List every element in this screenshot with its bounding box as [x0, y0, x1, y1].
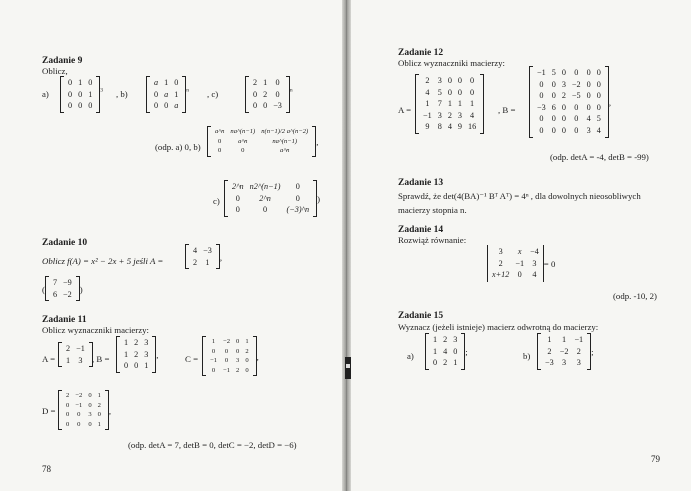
z14-determinant — [487, 245, 555, 282]
matrix-cell: 2 — [547, 346, 552, 356]
z9-label-b: , b) — [116, 89, 128, 99]
matrix-cell: 5 — [551, 68, 556, 77]
matrix-cell: 0 — [275, 78, 280, 87]
matrix-cell: 0 — [586, 79, 591, 89]
matrix-cell: 0 — [78, 101, 83, 111]
z10-prompt: Oblicz f(A) = x² − 2x + 5 jeśli A = — [42, 256, 164, 266]
matrix-cell: 0 — [470, 76, 475, 85]
matrix-cell: 1 — [433, 346, 438, 356]
matrix-cell: 4 — [470, 110, 475, 120]
matrix-cell: 1 — [547, 335, 552, 344]
matrix-cell: 0 — [88, 101, 93, 111]
matrix-cell: 4 — [193, 246, 198, 255]
matrix-cell: 2 — [97, 401, 101, 409]
matrix-cell: x+12 — [492, 270, 510, 280]
z9-answer-prefix: (odp. a) 0, b) — [155, 142, 201, 152]
matrix-cell: 0 — [224, 347, 229, 355]
z15-prompt: Wyznacz (jeżeli istnieje) macierz odwrotną do macierzy: — [398, 322, 599, 332]
matrix-cell: 3 — [562, 358, 567, 368]
matrix-cell: a^n — [280, 147, 290, 155]
matrix-cell: −3 — [273, 101, 282, 111]
z11-matrix-b: 1 2 3 1 2 3 0 0 1 , — [116, 336, 158, 373]
matrix-cell: −1 — [515, 258, 525, 268]
z11-prompt: Oblicz wyznaczniki macierzy: — [42, 325, 149, 335]
matrix-cell: 3 — [437, 76, 442, 85]
z10-answer-close: ) — [79, 284, 83, 295]
matrix-cell: 2 — [447, 110, 452, 120]
matrix-cell: 0 — [517, 270, 522, 280]
matrix-cell: 0 — [447, 76, 452, 85]
z11-title: Zadanie 11 — [42, 315, 87, 325]
matrix-cell: 3 — [586, 125, 591, 135]
matrix-cell: 0 — [453, 346, 458, 356]
matrix-cell: 0 — [253, 89, 258, 99]
z11-matrix-a — [58, 342, 93, 367]
matrix-cell: x — [517, 247, 522, 256]
left-page — [0, 0, 345, 491]
matrix-cell: 1 — [97, 420, 101, 428]
matrix-cell: −3 — [203, 246, 212, 255]
matrix-cell: 3 — [453, 335, 458, 344]
matrix-cell: −2 — [75, 392, 83, 399]
matrix-cell: 1 — [447, 99, 452, 109]
matrix-cell: 2 — [443, 335, 448, 344]
matrix-cell: −1 — [574, 335, 584, 344]
matrix-cell: 3 — [532, 258, 537, 268]
matrix-cell: 0 — [457, 87, 462, 97]
matrix-cell: a^n — [238, 137, 248, 145]
matrix-cell: 0 — [154, 101, 159, 111]
matrix-grid — [121, 337, 151, 372]
matrix-cell: 1 — [174, 89, 179, 99]
z11-answer: (odp. detA = 7, detB = 0, detC = −2, detD = −6) — [128, 440, 297, 450]
matrix-cell: 1 — [211, 338, 216, 345]
matrix-grid — [50, 277, 75, 300]
matrix-cell: 0 — [574, 68, 579, 77]
z9-answer-c — [224, 180, 320, 217]
matrix-cell: 2 — [263, 89, 268, 99]
matrix-cell: 0 — [245, 366, 249, 374]
matrix-cell: 2^n — [232, 182, 244, 191]
z11-d-label: D = — [42, 406, 56, 416]
matrix-cell: 7 — [52, 278, 58, 287]
z11-a-label: A = — [42, 354, 56, 364]
matrix-cell: 3 — [236, 357, 240, 365]
spine-marker-icon — [345, 357, 351, 379]
matrix-cell: 1 — [124, 338, 129, 347]
matrix-cell: 3 — [144, 338, 149, 347]
matrix-cell: 0 — [245, 357, 249, 365]
z12-prompt: Oblicz wyznaczniki macierzy: — [398, 58, 505, 68]
z15-label-a: a) — [407, 351, 414, 361]
matrix-cell: 0 — [211, 347, 216, 355]
matrix-cell: 0 — [295, 193, 300, 203]
matrix-cell: 1 — [263, 78, 268, 87]
matrix-cell: a — [154, 78, 159, 87]
matrix-cell: 0 — [241, 147, 245, 155]
matrix-cell: 2 — [425, 76, 430, 85]
matrix-grid — [151, 77, 181, 112]
matrix-grid — [212, 127, 311, 156]
matrix-cell: 4 — [596, 125, 601, 135]
z15-sep-b: ; — [591, 347, 594, 358]
right-page — [345, 0, 691, 491]
z10-matrix-a: 4 −3 2 1 , — [185, 244, 222, 269]
z15-matrix-b — [537, 333, 594, 370]
matrix-cell: 3 — [498, 247, 503, 256]
matrix-cell: 0 — [596, 102, 601, 112]
matrix-cell: 1 — [97, 392, 101, 399]
matrix-grid — [229, 181, 312, 216]
matrix-cell: 2 — [134, 338, 139, 347]
z9-exp-c: n — [289, 87, 293, 94]
matrix-cell: 0 — [253, 101, 258, 111]
matrix-cell: 0 — [263, 205, 268, 215]
matrix-grid — [430, 334, 460, 369]
matrix-cell: 0 — [470, 87, 475, 97]
matrix-cell: 0 — [211, 366, 216, 374]
matrix-cell: 0 — [561, 114, 566, 124]
matrix-cell: 0 — [539, 125, 544, 135]
matrix-cell: 0 — [561, 125, 566, 135]
matrix-cell: 0 — [174, 78, 179, 87]
matrix-cell: 0 — [596, 79, 601, 89]
matrix-cell: 0 — [596, 68, 601, 77]
z13-prompt-a: Sprawdź, że det(4(BA)⁻¹ Bᵀ Aᵀ) = 4ⁿ , dla dowolnych nieosobliwych — [398, 191, 641, 201]
matrix-cell: 4 — [447, 122, 452, 132]
matrix-cell: 0 — [539, 91, 544, 101]
matrix-cell: 0 — [66, 420, 70, 428]
matrix-cell: 0 — [88, 392, 92, 399]
matrix-cell: 4 — [425, 87, 430, 97]
matrix-cell: 0 — [551, 79, 556, 89]
matrix-cell: 0 — [235, 205, 240, 215]
matrix-cell: 1 — [144, 361, 149, 371]
matrix-cell: 4 — [586, 114, 591, 124]
matrix-cell: a^n — [215, 128, 225, 135]
matrix-cell: 0 — [561, 68, 566, 77]
matrix-cell: 2 — [576, 346, 581, 356]
matrix-grid — [534, 67, 604, 137]
matrix-cell: −4 — [530, 247, 539, 256]
z9-exp-b: n — [186, 87, 190, 94]
matrix-cell: n2^(n−1) — [249, 182, 281, 191]
matrix-cell: 0 — [88, 78, 93, 87]
matrix-cell: 0 — [66, 411, 70, 419]
matrix-cell: 0 — [551, 114, 556, 124]
matrix-cell: −1 — [75, 401, 83, 409]
matrix-cell: 0 — [551, 125, 556, 135]
matrix-cell: 0 — [97, 411, 101, 419]
matrix-cell: 0 — [124, 361, 129, 371]
matrix-cell: 1 — [433, 335, 438, 344]
z11-c-label: C = — [185, 354, 199, 364]
matrix-cell: 0 — [539, 114, 544, 124]
matrix-grid — [489, 246, 542, 281]
z12-a-label: A = — [398, 105, 412, 115]
matrix-cell: −2 — [559, 346, 569, 356]
matrix-cell: −3 — [545, 358, 554, 368]
matrix-cell: 0 — [574, 102, 579, 112]
matrix-cell: 2 — [236, 366, 240, 374]
matrix-cell: 0 — [586, 102, 591, 112]
book-spine — [342, 0, 351, 491]
matrix-cell: 2 — [498, 258, 503, 268]
matrix-cell: a — [174, 101, 179, 111]
matrix-cell: 6 — [52, 289, 58, 299]
z12-b-label: , B = — [498, 105, 516, 115]
matrix-cell: 1 — [457, 99, 462, 109]
matrix-cell: 0 — [134, 361, 139, 371]
matrix-cell: 1 — [124, 349, 129, 359]
matrix-cell: 7 — [437, 99, 442, 109]
matrix-cell: −1 — [223, 366, 231, 374]
z9-label-a: a) — [42, 89, 49, 99]
z12-matrix-a — [415, 74, 484, 134]
matrix-cell: 2 — [66, 392, 70, 399]
z12-answer: (odp. detA = -4, detB = -99) — [550, 152, 649, 162]
matrix-cell: −1 — [537, 68, 546, 77]
matrix-cell: −9 — [63, 278, 72, 287]
matrix-cell: 0 — [154, 89, 159, 99]
matrix-cell: 0 — [457, 76, 462, 85]
matrix-cell: 16 — [468, 122, 477, 132]
z10-answer-open: ( — [42, 284, 45, 295]
matrix-cell: −2 — [571, 79, 581, 89]
matrix-cell: na^(n−1) — [230, 128, 256, 135]
matrix-cell: 0 — [68, 101, 73, 111]
z12-title: Zadanie 12 — [398, 48, 444, 58]
z11-b-label: , B = — [92, 354, 110, 364]
matrix-cell: 5 — [437, 87, 442, 97]
matrix-cell: 0 — [224, 357, 229, 365]
matrix-cell: 1 — [453, 358, 458, 368]
z10-title: Zadanie 10 — [42, 238, 88, 248]
matrix-cell: 5 — [596, 114, 601, 124]
matrix-cell: 0 — [218, 137, 222, 145]
z9-close-paren: ) — [317, 194, 321, 205]
matrix-cell: 0 — [218, 147, 222, 155]
z14-prompt: Rozwiąż równanie: — [398, 235, 467, 245]
matrix-cell: 1 — [164, 78, 169, 87]
matrix-cell: (−3)^n — [286, 205, 310, 215]
z15-matrix-a — [425, 333, 468, 370]
matrix-cell: na^(n−1) — [272, 137, 298, 145]
z14-title: Zadanie 14 — [398, 225, 444, 235]
matrix-cell: −2 — [223, 338, 231, 345]
matrix-cell: 2 — [134, 349, 139, 359]
matrix-grid — [542, 334, 586, 369]
matrix-cell: 0 — [586, 68, 591, 77]
matrix-cell: 6 — [551, 102, 556, 112]
matrix-cell: 3 — [576, 358, 581, 368]
matrix-cell: 2 — [193, 257, 198, 267]
matrix-cell: 9 — [425, 122, 430, 132]
matrix-cell: 1 — [425, 99, 430, 109]
matrix-cell: −5 — [571, 91, 581, 101]
matrix-cell: 3 — [457, 110, 462, 120]
matrix-grid — [63, 391, 104, 429]
matrix-cell: 0 — [551, 91, 556, 101]
matrix-cell: 0 — [78, 89, 83, 99]
matrix-cell: 1 — [245, 338, 249, 345]
z9-prompt: Oblicz, — [42, 66, 68, 76]
z14-equals: = 0 — [543, 259, 556, 270]
matrix-cell: −1 — [210, 357, 218, 365]
matrix-cell: 8 — [437, 122, 442, 132]
z9-exp-a: 3 — [100, 87, 104, 94]
matrix-cell: −1 — [76, 344, 85, 353]
matrix-cell: 0 — [68, 89, 73, 99]
matrix-cell: −2 — [63, 289, 72, 299]
matrix-cell: 3 — [88, 411, 92, 419]
matrix-cell: 0 — [586, 91, 591, 101]
matrix-grid — [190, 245, 215, 268]
matrix-cell: 0 — [295, 182, 300, 191]
matrix-cell: 3 — [437, 110, 442, 120]
z9-matrix-b — [146, 76, 189, 113]
z15-title: Zadanie 15 — [398, 311, 444, 321]
matrix-cell: 0 — [68, 78, 73, 87]
z14-answer: (odp. -10, 2) — [613, 291, 657, 301]
matrix-cell: 0 — [574, 125, 579, 135]
z9-label-c: , c) — [207, 89, 219, 99]
z10-answer — [42, 276, 83, 301]
matrix-cell: n(n−1)/2 a^(n−2) — [261, 128, 309, 135]
matrix-cell: 3 — [561, 79, 566, 89]
matrix-cell: 0 — [539, 79, 544, 89]
matrix-cell: 1 — [66, 355, 71, 365]
matrix-cell: 1 — [562, 335, 567, 344]
matrix-cell: 1 — [470, 99, 475, 109]
matrix-cell: 2 — [443, 358, 448, 368]
matrix-grid — [63, 343, 88, 366]
matrix-cell: 4 — [443, 346, 448, 356]
matrix-cell: 0 — [66, 401, 70, 409]
matrix-cell: 0 — [88, 420, 92, 428]
matrix-cell: 4 — [532, 270, 537, 280]
matrix-cell: 2 — [561, 91, 566, 101]
matrix-cell: 0 — [275, 89, 280, 99]
matrix-cell: 3 — [78, 355, 83, 365]
matrix-cell: 0 — [263, 101, 268, 111]
matrix-cell: 0 — [77, 411, 81, 419]
z13-prompt-b: macierzy stopnia n. — [398, 205, 467, 215]
matrix-cell: 0 — [236, 347, 240, 355]
matrix-cell: 0 — [574, 114, 579, 124]
matrix-cell: 2^n — [259, 193, 271, 203]
page-number-left: 78 — [42, 464, 51, 474]
matrix-cell: 1 — [205, 257, 210, 267]
z9-title: Zadanie 9 — [42, 56, 83, 66]
matrix-cell: 2 — [66, 344, 71, 353]
matrix-cell: 1 — [88, 89, 93, 99]
matrix-cell: 0 — [433, 358, 438, 368]
matrix-cell: a — [164, 89, 169, 99]
matrix-cell: 2 — [245, 347, 249, 355]
z9-matrix-c — [245, 76, 293, 113]
matrix-cell: 3 — [144, 349, 149, 359]
z11-matrix-c: 1 −2 0 1 0 0 0 2 −1 0 3 0 0 −1 2 0 , — [202, 336, 259, 376]
z13-title: Zadanie 13 — [398, 178, 444, 188]
matrix-grid — [250, 77, 285, 112]
matrix-cell: 0 — [596, 91, 601, 101]
z9-answer-b: a^n na^(n−1) n(n−1)/2 a^(n−2) 0 a^n na^(n−1) 0 0 a^n , — [207, 126, 318, 157]
z15-label-b: b) — [523, 351, 531, 361]
matrix-cell: 0 — [235, 193, 240, 203]
matrix-cell: 0 — [77, 420, 81, 428]
matrix-grid — [207, 337, 252, 375]
matrix-cell: 0 — [236, 338, 240, 345]
matrix-grid — [420, 75, 479, 133]
matrix-cell: 2 — [253, 78, 258, 87]
page-number-right: 79 — [651, 454, 660, 464]
matrix-cell: 9 — [457, 122, 462, 132]
matrix-cell: 1 — [78, 78, 83, 87]
matrix-cell: 0 — [561, 102, 566, 112]
matrix-cell: 0 — [447, 87, 452, 97]
z12-matrix-b: −1 5 0 0 0 0 0 0 3 −2 0 0 0 0 2 −5 0 0 −3 6 0 0 0 0 0 0 0 0 4 5 0 0 0 0 3 4 , — [529, 66, 611, 138]
matrix-grid — [65, 77, 95, 112]
matrix-cell: −1 — [423, 110, 432, 120]
z9-answer-c-label: c) — [213, 196, 220, 206]
matrix-cell: 0 — [164, 101, 169, 111]
z9-matrix-a — [60, 76, 103, 113]
z15-sep-a: ; — [465, 347, 468, 358]
z11-matrix-d: 2 −2 0 1 0 −1 0 2 0 0 3 0 0 0 0 1 , — [58, 390, 111, 430]
matrix-cell: 0 — [88, 401, 92, 409]
matrix-cell: −3 — [537, 102, 546, 112]
